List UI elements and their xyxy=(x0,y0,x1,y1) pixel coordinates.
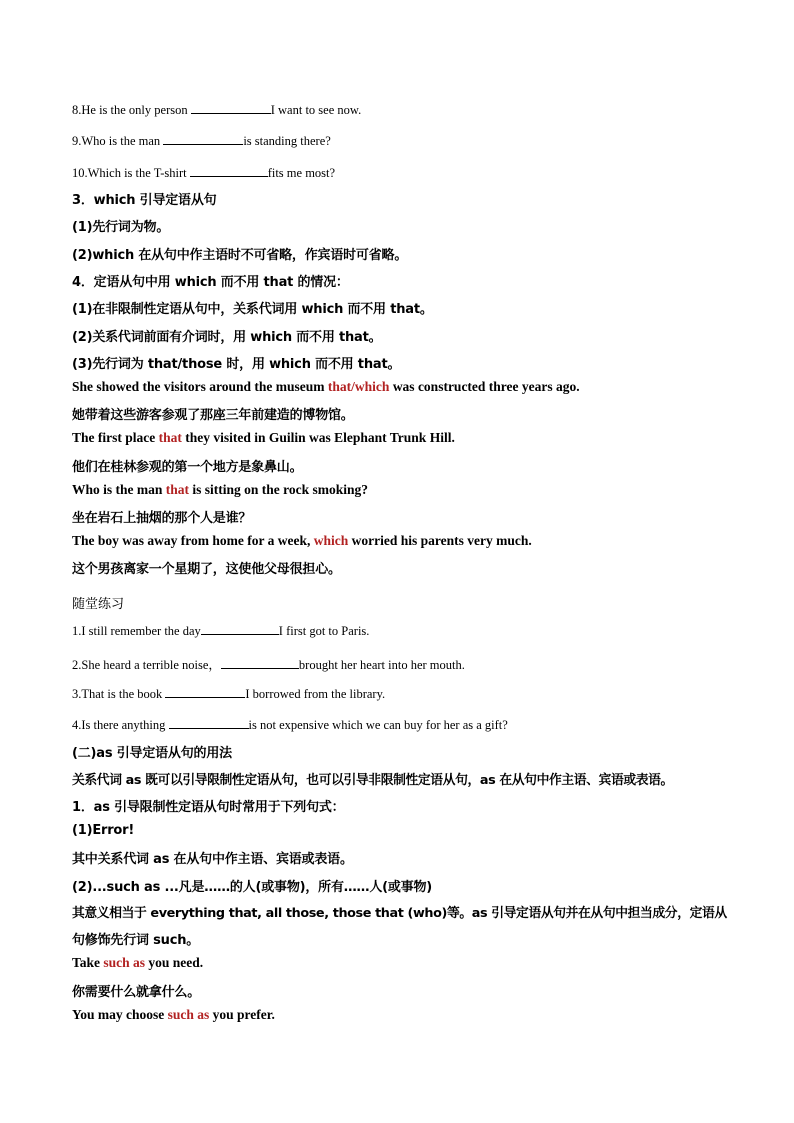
pattern-2: (2)...such as ...凡是……的人(或事物)，所有……人(或事物) xyxy=(72,880,433,895)
answer-blank[interactable] xyxy=(169,718,249,729)
exercise-10 xyxy=(72,166,335,181)
highlighted-word: that xyxy=(158,430,182,445)
sentence-part: you prefer. xyxy=(209,1007,275,1022)
practice-question-1 xyxy=(72,624,369,639)
answer-blank[interactable] xyxy=(190,166,268,177)
question-text: brought her heart into her mouth. xyxy=(298,658,465,672)
heading-as-clause: (二)as 引导定语从句的用法 xyxy=(72,746,232,761)
highlighted-word: that/which xyxy=(327,379,390,394)
exercise-text: 10.Which is the T-shirt xyxy=(72,166,190,180)
highlighted-word: that xyxy=(165,482,190,497)
rule-text: (1)先行词为物。 xyxy=(72,220,170,235)
practice-question-3 xyxy=(72,687,385,702)
sentence-part: was constructed three years ago. xyxy=(389,379,580,394)
answer-blank[interactable] xyxy=(191,103,271,114)
question-text: I first got to Paris. xyxy=(278,624,370,638)
rule-text: (3)先行词为 that/those 时，用 which 而不用 that。 xyxy=(72,357,401,372)
sentence-part: Who is the man xyxy=(72,482,166,497)
exercise-text: is standing there? xyxy=(243,134,331,148)
question-text: 2.She heard a terrible noise， xyxy=(72,658,221,672)
heading-which: 3．which 引导定语从句 xyxy=(72,193,217,208)
exercise-text: fits me most? xyxy=(267,166,336,180)
rule-text: (2)关系代词前面有介词时，用 which 而不用 that。 xyxy=(72,330,382,345)
example-sentence xyxy=(72,379,580,395)
example-sentence xyxy=(72,482,368,498)
sentence-part: She showed the visitors around the museum xyxy=(72,379,328,394)
exercise-text: I want to see now. xyxy=(270,103,362,117)
question-text: is not expensive which we can buy for her as a gift? xyxy=(248,718,508,732)
question-text: 4.Is there anything xyxy=(72,718,169,732)
pattern-1: (1)Error! xyxy=(72,823,135,838)
rule-text: (2)which 在从句中作主语时不可省略，作宾语时可省略。 xyxy=(72,248,408,263)
answer-blank[interactable] xyxy=(221,658,299,669)
heading-as-restrictive: 1．as 引导限制性定语从句时常用于下列句式： xyxy=(72,800,345,815)
sentence-part: The first place xyxy=(72,430,159,445)
question-text: 1.I still remember the day xyxy=(72,624,201,638)
answer-blank[interactable] xyxy=(165,687,245,698)
exercise-text: 9.Who is the man xyxy=(72,134,164,148)
sentence-part: they visited in Guilin was Elephant Trunk Hill. xyxy=(181,430,455,445)
practice-question-2 xyxy=(72,655,465,673)
sentence-part: you need. xyxy=(145,955,204,970)
question-text: 3.That is the book xyxy=(72,687,166,701)
pattern-1-note: 其中关系代词 as 在从句中作主语、宾语或表语。 xyxy=(72,852,353,867)
answer-blank[interactable] xyxy=(163,134,243,145)
exercise-9 xyxy=(72,134,331,149)
question-text: I borrowed from the library. xyxy=(245,687,386,701)
example-translation: 他们在桂林参观的第一个地方是象鼻山。 xyxy=(72,460,303,475)
example-sentence xyxy=(72,533,532,549)
practice-question-4 xyxy=(72,718,508,733)
exercise-8 xyxy=(72,103,361,118)
example-translation: 这个男孩离家一个星期了，这使他父母很担心。 xyxy=(72,562,341,577)
sentence-part: is sitting on the rock smoking? xyxy=(189,482,369,497)
answer-blank[interactable] xyxy=(201,624,279,635)
pattern-2-note: 其意义相当于 everything that, all those, those that (who)等。as 引导定语从句并在从句中担当成分，定语从 xyxy=(72,906,727,921)
example-translation: 她带着这些游客参观了那座三年前建造的博物馆。 xyxy=(72,408,354,423)
exercise-text: 8.He is the only person xyxy=(72,103,191,117)
example-sentence xyxy=(72,1007,275,1023)
sentence-part: Take xyxy=(72,955,104,970)
example-sentence xyxy=(72,430,455,446)
as-intro: 关系代词 as 既可以引导限制性定语从句，也可以引导非限制性定语从句，as 在从句中作主语、宾语或表语。 xyxy=(72,773,673,788)
practice-title: 随堂练习 xyxy=(72,597,125,612)
rule-text: (1)在非限制性定语从句中，关系代词用 which 而不用 that。 xyxy=(72,302,433,317)
sentence-part: worried his parents very much. xyxy=(348,533,532,548)
example-translation: 你需要什么就拿什么。 xyxy=(72,985,201,1000)
heading-which-not-that: 4．定语从句中用 which 而不用 that 的情况： xyxy=(72,275,349,290)
sentence-part: The boy was away from home for a week, xyxy=(72,533,314,548)
highlighted-word: which xyxy=(313,533,349,548)
example-translation: 坐在岩石上抽烟的那个人是谁？ xyxy=(72,511,252,526)
highlighted-word: such as xyxy=(167,1007,210,1022)
sentence-part: You may choose xyxy=(72,1007,168,1022)
example-sentence xyxy=(72,955,203,971)
pattern-2-note-cont: 句修饰先行词 such。 xyxy=(72,933,200,948)
highlighted-word: such as xyxy=(103,955,146,970)
